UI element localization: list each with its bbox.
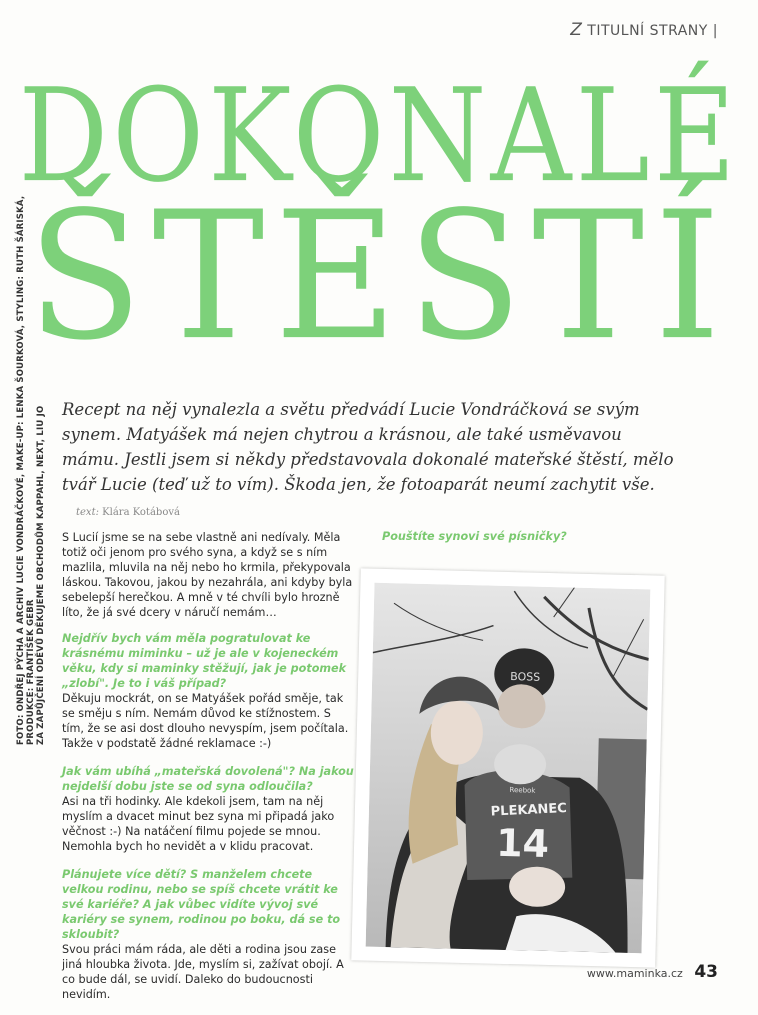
author-name: Klára Kotábová: [102, 507, 180, 518]
section-separator: |: [712, 23, 718, 39]
headline-line-1: DOKONALÉ: [18, 61, 740, 212]
interview-question: Plánujete více dětí? S manželem chcete velkou rodinu, nebo se spíš chcete vrátit ke své kariéře? A jak vůbec vidíte vývoj své kariéry se synem, rodinou po boku, dá se to skloubit?: [62, 868, 341, 941]
interview-answer: Svou práci mám ráda, ale děti a rodina jsou zase jiná hloubka života. Jde, myslím si, zažívat obojí. A co bude dál, se uvidí. Daleko do budoucnosti nevidím.: [62, 943, 344, 1001]
credits-line-2: ZA ZAPŮJČENÍ ODĚVŮ DĚKUJEME OBCHODŮM KAPPAHL, NEXT, LIU JO: [36, 405, 46, 745]
intro-text: Recept na něj vynalezla a světu předvádí Lucie Vondráčková se svým synem. Matyášek má nejen chytrou a krásnou, ale také usměvavou mámu. Jestli jsem si někdy představovala dokonalé mateřské štěstí, mělo tvář Lucie (teď už to vím). Škoda jen, že fotoaparát neumí zachytit vše.: [62, 400, 674, 494]
headline-line-2: ŠTĚSTÍ: [27, 173, 731, 380]
page-number: 43: [694, 962, 718, 982]
interview-question: Nejdřív bych vám měla pogratulovat ke krásnému miminku – už je ale v kojeneckém věku, kdy si maminky stěžují, jak je potomek „zlobí". Je to i váš případ?: [62, 632, 347, 690]
intro-paragraph: [62, 397, 682, 525]
section-label: [570, 20, 718, 40]
interview-answer: Děkuju mockrát, on se Matyášek pořád směje, tak se směju s ním. Nemám důvod ke stížnostem. S tím, že se asi dost dlouho nevyspím, jsem počítala. Takže v podstatě žádné reklamace :-): [62, 692, 349, 750]
jersey-number: 14: [495, 820, 550, 867]
jersey-name: PLEKANEC: [490, 801, 568, 820]
interview-question-right: Pouštíte synovi své písničky?: [382, 530, 567, 543]
article-lead: S Lucií jsme se na sebe vlastně ani nedívaly. Měla totiž oči jenom pro svého syna, a když se s ním mazlila, mluvila na něj nebo ho krmila, překypovala láskou. Takovou, jakou by nezahrála, ani kdyby byla sebelepší herečkou. A mně v té chvíli bylo hrozně líto, že já své dcery v náručí nemám…: [62, 531, 353, 619]
author-label: text:: [76, 507, 99, 518]
footer-url: www.maminka.cz: [586, 967, 683, 980]
photo-credits: [16, 155, 46, 745]
jersey-brand: Reebok: [509, 786, 536, 795]
mother-baby-photo: [366, 583, 651, 954]
section-prefix: Z: [570, 20, 583, 40]
article-column: [62, 530, 354, 1015]
author-byline: [76, 507, 180, 518]
cap-logo: BOSS: [510, 670, 541, 684]
interview-answer: Asi na tři hodinky. Ale kdekoli jsem, tam na něj myslím a dvacet minut bez syna mi připadá jako věčnost :-) Na natáčení filmu pojede se mnou. Nemohla bych ho nevidět a v klidu pracovat.: [62, 795, 335, 853]
page-footer: [587, 962, 718, 982]
interview-question: Jak vám ubíhá „mateřská dovolená"? Na jakou nejdelší dobu jste se od syna odloučila?: [62, 765, 354, 793]
credits-line-1: FOTO: ONDŘEJ PÝCHA A ARCHIV LUCIE VONDRÁČKOVÉ, MAKE-UP: LENKA ŠOURKOVÁ, STYLING: RUTH ŠÁRISKÁ, PRODUKCE: FRANTIŠEK GEBR: [16, 195, 36, 745]
section-name: TITULNÍ STRANY: [587, 23, 708, 39]
photo-frame: [351, 568, 664, 967]
